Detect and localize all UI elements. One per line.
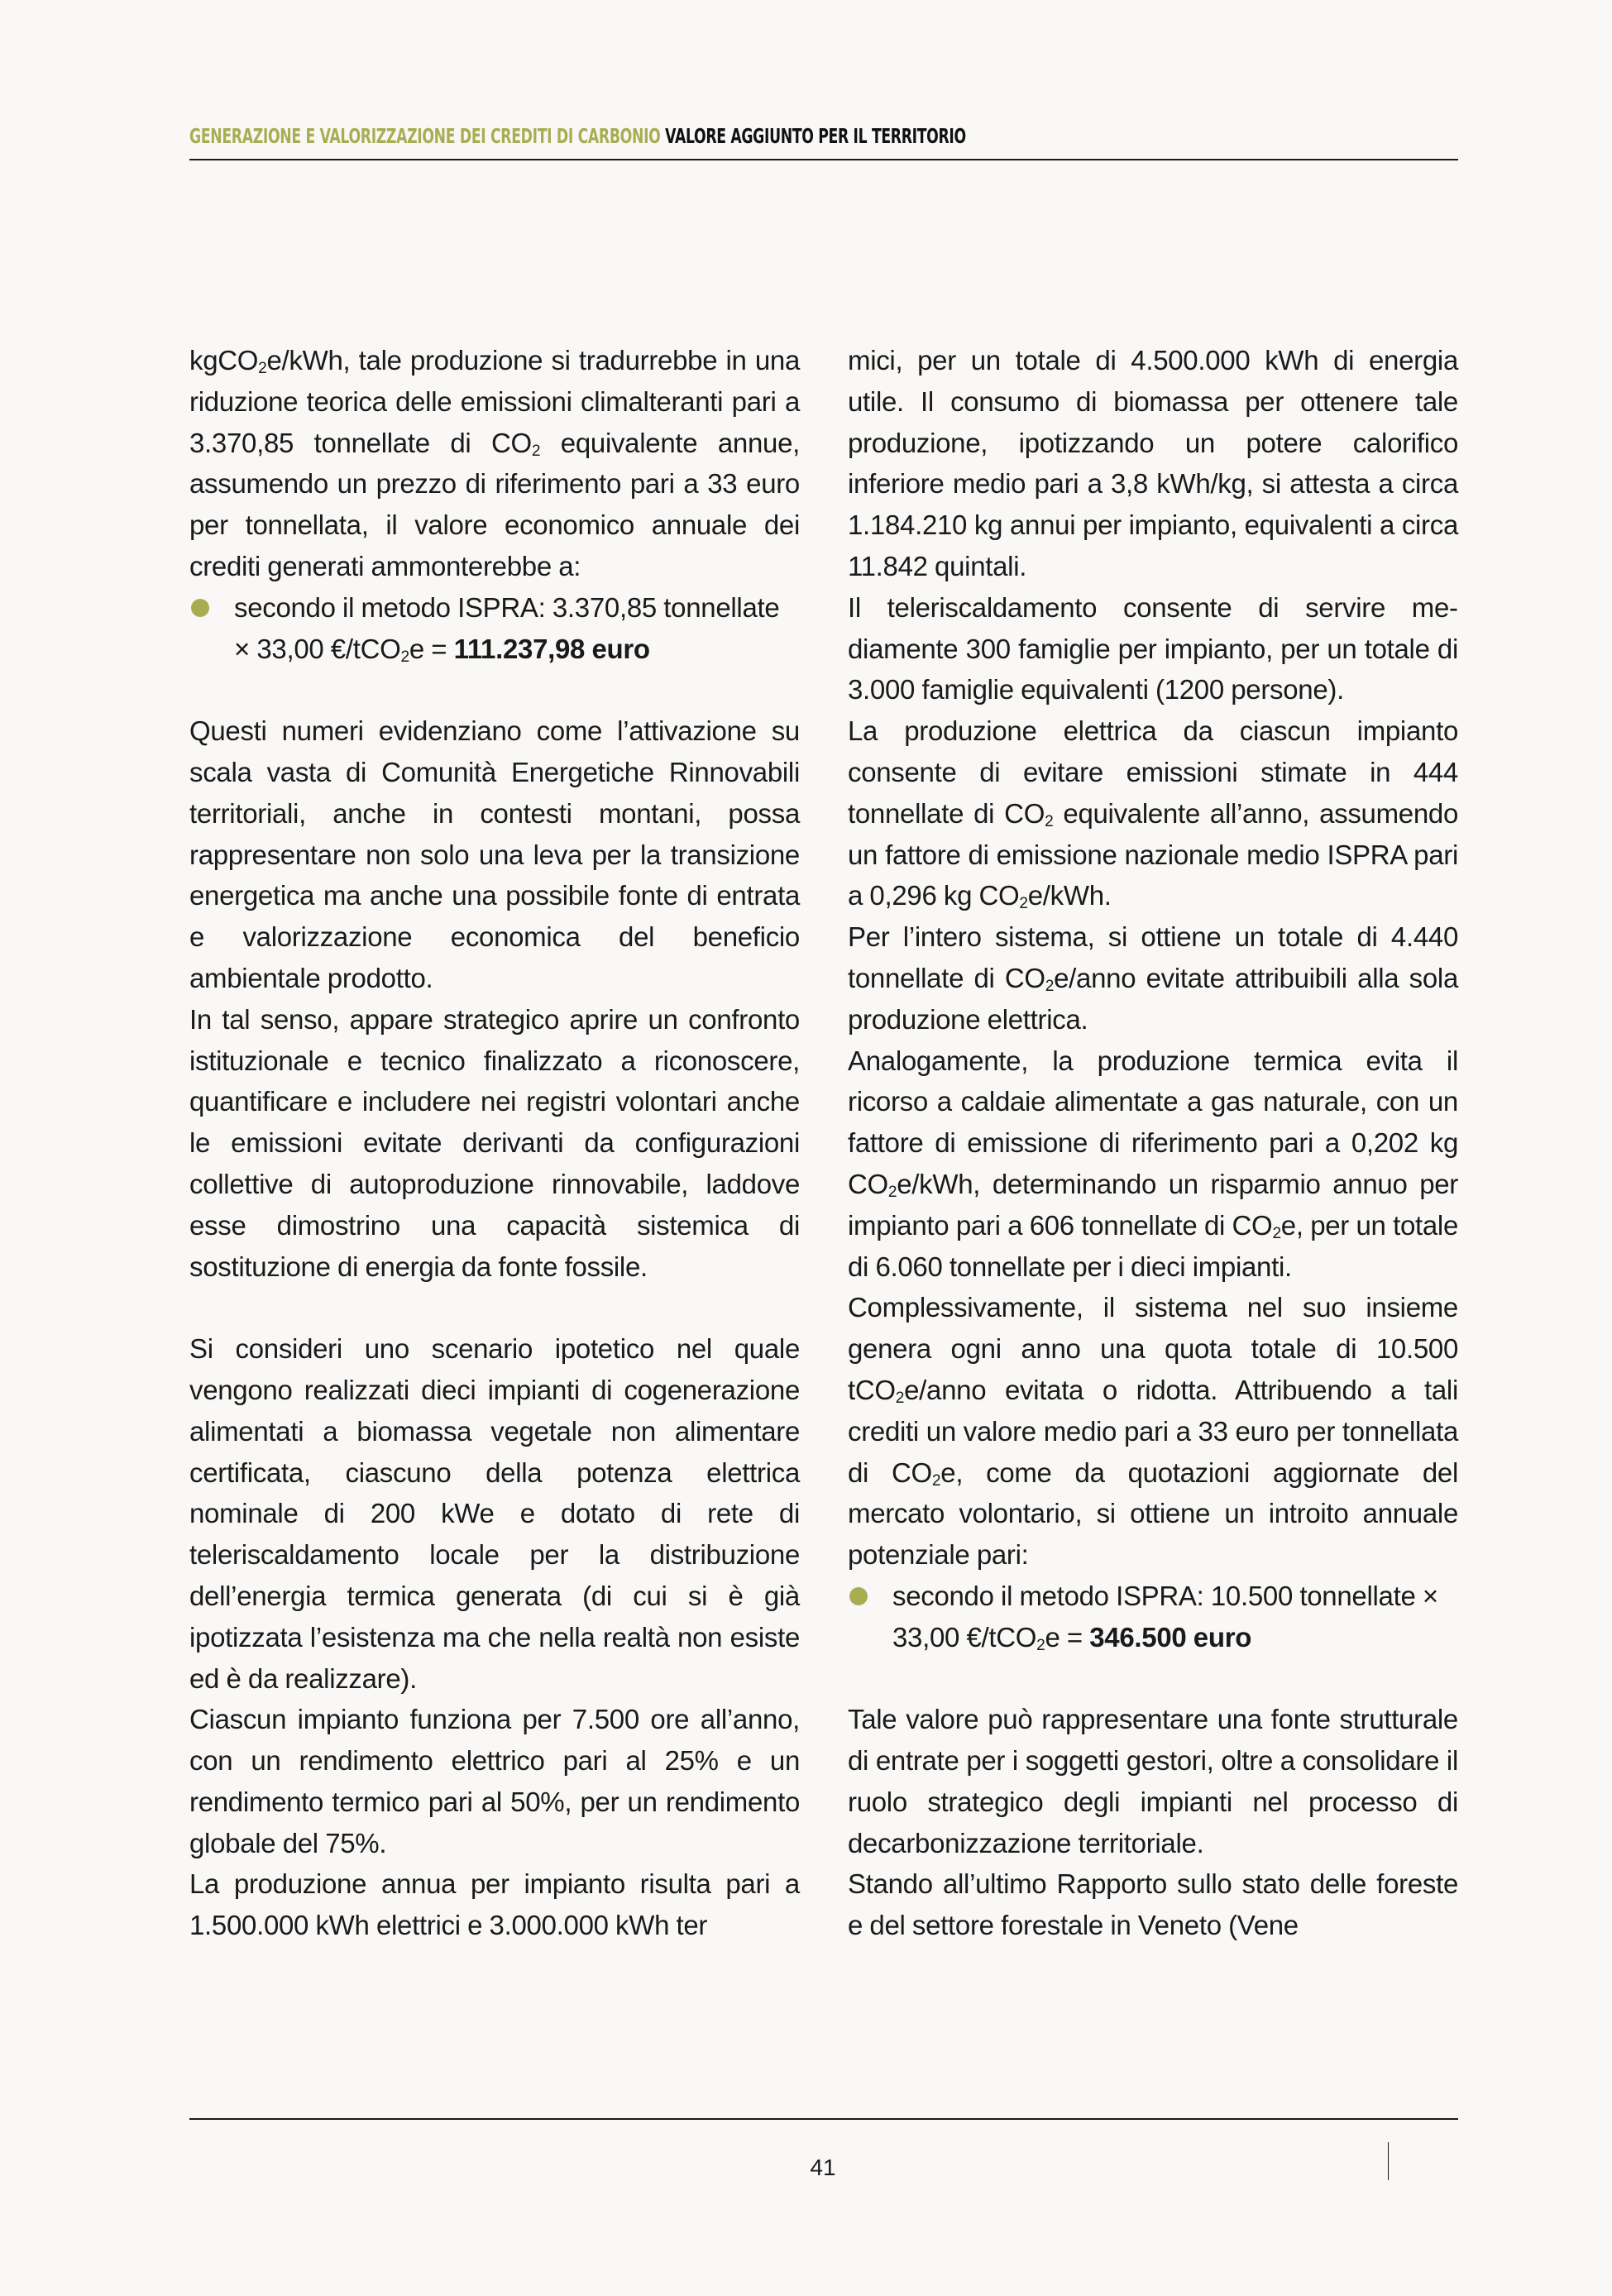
bullet-dot-icon	[191, 599, 209, 617]
bullet-result-value: 346.500 euro	[1089, 1621, 1252, 1653]
right-column	[848, 340, 1458, 1946]
header-section-title: GENERAZIONE E VALORIZZAZIONE DEI CREDITI DI CARBONIO	[189, 124, 661, 148]
bullet-dot-icon	[849, 1587, 868, 1605]
bullet-result-value: 111.237,98 euro	[453, 633, 650, 664]
paragraph-plant-operation: Ciascun impianto funziona per 7.500 ore all’anno, con un rendimento elettrico pari al 25% e un rendimento termico pari al 50%, per un rendimento globale del 75%.	[189, 1704, 800, 1858]
running-header	[189, 121, 1458, 160]
paragraph-scenario: Si consideri uno scenario ipotetico nel quale vengono realizzati dieci impianti di cogenerazione alimentati a biomassa vegetale non alimentare certificata, ciascuno della potenza elettrica nominale di 200 kWe e dotato di rete di teleriscaldamento locale per la distribuzione dell’energia termica generata (di cui si è già ipotizzata l’esistenza ma che nella realtà non esiste ed è da realizzare).	[189, 1333, 800, 1694]
paragraph-cer-activation: Questi numeri evidenziano come l’attivazione su scala vasta di Comunità Energetiche Rinnovabili territoriali, anche in contesti montani, possa rappresentare non solo una leva per la transizione energetica ma anche una possibile fonte di entrata e valorizzazione economica del beneficio ambientale prodotto.	[189, 715, 800, 993]
paragraph-emission-reduction: kgCO$_2$e/kWh, tale produzione si tradurrebbe in una riduzione teorica delle emissioni climalteranti pari a 3.370,85 tonnellate di $CO_2$ equivalente annue, assumendo un prezzo di riferimento pari a 33 euro per tonnellata, il valore economico annuale dei crediti generati ammonterebbe a:	[189, 345, 800, 581]
paragraph-gap	[189, 669, 800, 710]
paragraph-overall-credits: Complessivamente, il sistema nel suo insieme genera ogni anno una quota totale di 10.500 tCO$_2$e/anno evitata o ridotta. Attribuendo a tali crediti un valore medio pari a 33 euro per tonnellata di $CO_2e$, come da quotazioni aggiornate del mercato volontario, si ottiene un introito annuale potenziale pari:	[848, 1292, 1458, 1571]
left-column	[189, 340, 800, 1946]
bullet-item-ispra-calculation: secondo il metodo ISPRA: 3.370,85 tonnellate × 33,00 €/tCO$_2$e = 111.237,98 euro	[189, 587, 800, 670]
header-chapter-title: VALORE AGGIUNTO PER IL TERRITORIO	[665, 124, 966, 148]
paragraph-system-total: Per l’intero sistema, si ottiene un totale di 4.440 tonnellate di $CO_2e$/anno evitate attribuibili alla sola produzione elettrica.	[848, 921, 1458, 1035]
paragraph-district-heating: Il teleriscaldamento consente di servire mediamente 300 famiglie per impianto, per un totale di 3.000 famiglie equivalenti (1200 persone).	[848, 591, 1458, 706]
footer-tick-mark	[1388, 2142, 1389, 2180]
paragraph-thermal-emissions: Analogamente, la produzione termica evita il ricorso a caldaie alimentate a gas naturale, con un fattore di emissione di riferimento pari a 0,202 kg $CO_2e$/kWh, determinando un risparmio annuo per impianto pari a 606 tonnellate di $CO_2e$, per un totale di 6.060 tonnellate per i dieci impianti.	[848, 1045, 1459, 1282]
paragraph-institutional-dialogue: In tal senso, appare strategico aprire un confronto istituzionale e tecnico finalizzato a riconoscere, quantificare e includere nei registri volontari anche le emissioni evitate derivanti da configurazioni collettive di autoproduzione rinnovabile, laddove esse dimostrino una capacità sistemica di sostituzione di energia da fonte fossile.	[189, 1003, 800, 1282]
bullet-item-ispra-calculation: secondo il metodo ISPRA: 10.500 tonnellate × 33,00 €/tCO$_2$e = 346.500 euro	[848, 1576, 1458, 1658]
paragraph-gap	[189, 1287, 800, 1328]
paragraph-gap	[848, 1658, 1458, 1700]
page-number: 41	[810, 2155, 836, 2180]
paragraph-veneto-report: Stando all’ultimo Rapporto sullo stato delle foreste e del settore forestale in Veneto (Vene	[848, 1868, 1458, 1941]
paragraph-biomass-consumption: mici, per un totale di 4.500.000 kWh di energia utile. Il consumo di biomassa per ottenere tale produzione, ipotizzando un potere calorifico inferiore medio pari a 3,8 kWh/kg, si attesta a circa 1.184.210 kg annui per impianto, equivalenti a circa 11.842 quintali.	[848, 345, 1458, 581]
paragraph-structural-revenue: Tale valore può rappresentare una fonte strutturale di entrate per i soggetti gestori, oltre a consolidare il ruolo strategico degli impianti nel processo di decarbonizzazione territoriale.	[848, 1704, 1458, 1858]
paragraph-annual-production: La produzione annua per impianto risulta pari a 1.500.000 kWh elettrici e 3.000.000 kWh ter	[189, 1868, 800, 1941]
paragraph-electric-emissions: La produzione elettrica da ciascun impianto consente di evitare emissioni stimate in 444 tonnellate di $CO_2$ equivalente all’anno, assumendo un fattore di emissione nazionale medio ISPRA pari a 0,296 kg $CO_2e$/kWh.	[848, 715, 1459, 913]
footer-divider	[189, 2118, 1458, 2120]
